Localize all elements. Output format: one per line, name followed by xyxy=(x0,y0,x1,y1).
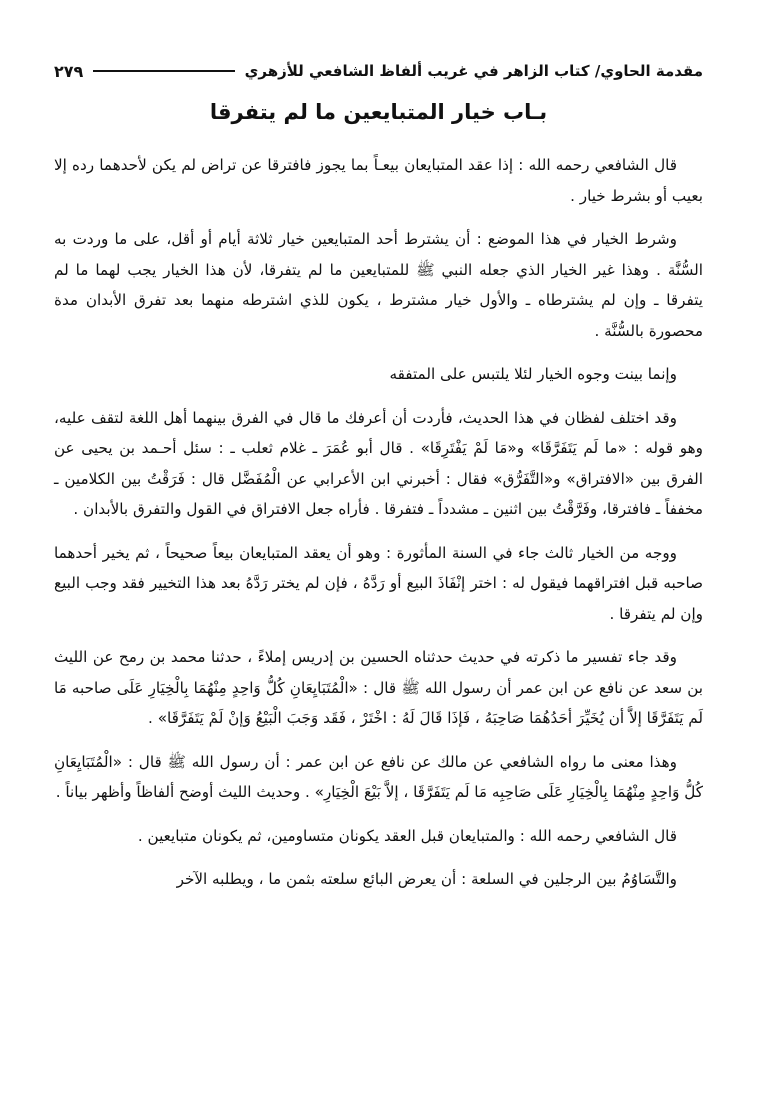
paragraph: وقد اختلف لفظان في هذا الحديث، فأردت أن أعرفك ما قال في الفرق بينهما أهل اللغة لتقف عليه، وهو قوله : «ما لَم يَتَفَرَّقَا» و«مَا لَمْ يَفْتَرِقَا» . قال أبو عُمَرَ ـ غلام ثعلب ـ : سئل أحـمد بن يحيى عن الفرق بين «الافتراق» و«التَّفَرُّق» فقال : أخبرني ابن الأعرابي عن الْمُفَضَّل قال : فَرَقْتُ بين الكلامين ـ مخففاً ـ فافترقا، وفَرَّقْتُ بين اثنين ـ مشدداً ـ فتفرقا . فأراه جعل الافتراق في القول والتفرق بالأبدان . xyxy=(54,408,703,518)
paragraph: ووجه من الخيار ثالث جاء في السنة المأثورة : وهو أن يعقد المتبايعان بيعاً صحيحاً ، ثم يخير أحدهما صاحبه قبل افتراقهما فيقول له : اختر إنْفَاذَ البيع أو رَدَّهُ ، فإن لم يختر رَدَّهُ بعد هذا التخيير فقد وجب البيع وإن لم يتفرقا . xyxy=(54,543,703,623)
header-rule xyxy=(93,70,234,72)
running-header xyxy=(54,56,703,86)
page-number: ٢٧٩ xyxy=(54,61,84,81)
paragraph: وقد جاء تفسير ما ذكرته في حديث حدثناه الحسين بن إدريس إملاءً ، حدثنا محمد بن رمح عن الليث بن سعد عن نافع عن ابن عمر أن رسول الله ﷺ قال : «الْمُتَبَايِعَانِ كُلُّ وَاحِدٍ مِنْهُمَا بِالْخِيَارِ عَلَى صاحبه مَا لَم يَتَفَرَّقَا إلاَّ أن يُخَيِّرَ أحَدُهُمَا صَاحِبَهُ ، فَإذَا قَالَ لَهُ : اخْتَرْ ، فَقَد وَجَبَ الْبَيْعُ وَإنْ لَمْ يَتَفَرَّقَا» . xyxy=(54,648,703,727)
running-title: مقدمة الحاوي/ كتاب الزاهر في غريب ألفاظ الشافعي للأزهري xyxy=(244,62,703,80)
paragraph: وهذا معنى ما رواه الشافعي عن مالك عن نافع عن ابن عمر : أن رسول الله ﷺ قال : «الْمُتَبَايِعَانِ كُلُّ وَاحِدٍ مِنْهُمَا بِالْخِيَارِ عَلَى صَاحِبِه مَا لَم يَتَفَرَّقَا ، إلاَّ بَيْعَ الْخِيَارِ» . وحديث الليث أوضح ألفاظاً وأظهر بياناً . xyxy=(54,752,703,801)
body-text xyxy=(54,150,703,908)
chapter-title: بـاب خيار المتبايعين ما لم يتفرقا xyxy=(209,100,548,124)
paragraph: قال الشافعي رحمه الله : إذا عقد المتبايعان بيعـاً بما يجوز فافترقا عن تراض لم يكن لأحدهما رده إلا بعيب أو بشرط خيار . xyxy=(54,156,703,205)
paragraph: وشرط الخيار في هذا الموضع : أن يشترط أحد المتبايعين خيار ثلاثة أيام أو أقل، على ما وردت به السُّنَّة . وهذا غير الخيار الذي جعله النبي ﷺ للمتبايعين ما لم يتفرقا، لأن هذا الخيار يجب لهما ما لم يتفرقا ـ وإن لم يشترطاه ـ والأول خيار مشترط ، يكون للذي اشترطه منهما بعد تفرق الأبدان مدة محصورة بالسُّنَّة . xyxy=(54,230,703,340)
paragraph: قال الشافعي رحمه الله : والمتبايعان قبل العقد يكونان متساومين، ثم يكونان متبايعين . xyxy=(137,826,677,845)
paragraph: وإنما بينت وجوه الخيار لئلا يلتبس على المتفقه xyxy=(389,365,677,383)
paragraph: والتَّسَاوُمُ بين الرجلين في السلعة : أن يعرض البائع سلعته بثمن ما ، ويطلبه الآخر xyxy=(176,870,677,888)
